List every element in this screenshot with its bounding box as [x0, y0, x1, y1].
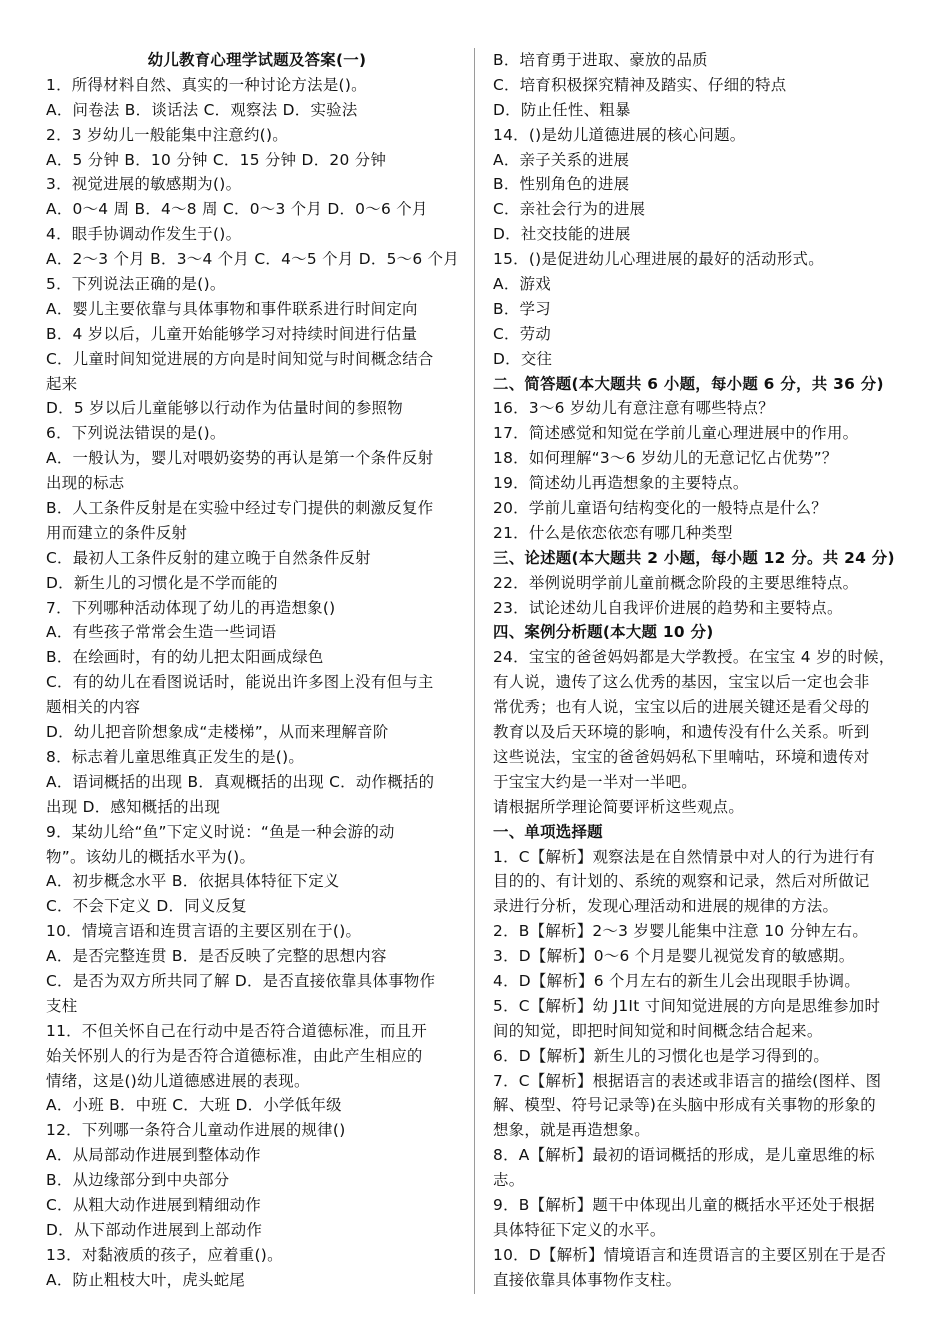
text-line: D．新生儿的习惯化是不学而能的 — [46, 573, 278, 592]
text-line: 10．D【解析】情境语言和连贯语言的主要区别在于是否 — [493, 1245, 887, 1264]
text-line: C．培育积极探究精神及踏实、仔细的特点 — [493, 75, 787, 94]
text-line: 23．试论述幼儿自我评价进展的趋势和主要特点。 — [493, 598, 843, 617]
text-line: B．培育勇于进取、豪放的品质 — [493, 51, 708, 69]
section-heading: 四、案例分析题(本大题 10 分) — [493, 623, 714, 642]
text-line: 7．C【解析】根据语言的表述或非语言的描绘(图样、图 — [493, 1071, 882, 1090]
text-line: 17．简述感觉和知觉在学前儿童心理进展中的作用。 — [493, 424, 859, 443]
text-line: D．社交技能的进展 — [493, 225, 631, 244]
text-line: 19．简述幼儿再造想象的主要特点。 — [493, 474, 749, 493]
text-line: B．性别角色的进展 — [493, 175, 630, 194]
text-line: C．儿童时间知觉进展的方向是时间知觉与时间概念结合 — [46, 349, 434, 368]
text-line: 起来 — [46, 374, 78, 393]
text-line: C．有的幼儿在看图说话时，能说出许多图上没有但与主 — [46, 673, 434, 692]
text-line: 15．()是促进幼儿心理进展的最好的活动形式。 — [493, 250, 824, 269]
section-heading: 一、单项选择题 — [493, 822, 603, 841]
text-line: A．从局部动作进展到整体动作 — [46, 1146, 261, 1165]
text-line: A．有些孩子常常会生造一些词语 — [46, 623, 277, 642]
text-line: 8．标志着儿童思维真正发生的是()。 — [46, 747, 305, 766]
text-line: A．0～4 周 B．4～8 周 C．0～3 个月 D．0～6 个月 — [46, 200, 428, 219]
text-line: 16．3～6 岁幼儿有意注意有哪些特点？ — [493, 399, 774, 418]
text-line: 10．情境言语和连贯言语的主要区别在于()。 — [46, 922, 362, 941]
text-line: 情绪，这是()幼儿道德感进展的表现。 — [46, 1071, 310, 1090]
text-line: 支柱 — [46, 996, 78, 1015]
text-line: 14．()是幼儿道德进展的核心问题。 — [493, 125, 746, 144]
text-line: 1．所得材料自然、真实的一种讨论方法是()。 — [46, 75, 367, 94]
text-line: 于宝宝大约是一半对一半吧。 — [493, 772, 697, 791]
text-line: 4．D【解析】6 个月左右的新生儿会出现眼手协调。 — [493, 971, 861, 990]
text-line: 这些说法，宝宝的爸爸妈妈私下里喃咕，环境和遗传对 — [493, 747, 870, 766]
text-line: 24．宝宝的爸爸妈妈都是大学教授。在宝宝 4 岁的时候， — [493, 648, 895, 667]
text-line: B．人工条件反射是在实验中经过专门提供的刺激反复作 — [46, 499, 434, 518]
text-line: 2．B【解析】2～3 岁婴儿能集中注意 10 分钟左右。 — [493, 922, 869, 941]
text-line: 3．视觉进展的敏感期为()。 — [46, 175, 242, 194]
text-line: 22．举例说明学前儿童前概念阶段的主要思维特点。 — [493, 573, 859, 592]
text-line: 18．如何理解“3～6 岁幼儿的无意记忆占优势”？ — [493, 449, 838, 468]
text-line: 7．下列哪种活动体现了幼儿的再造想象() — [46, 598, 336, 617]
text-line: A．语词概括的出现 B．真观概括的出现 C．动作概括的 — [46, 772, 435, 791]
text-line: A．2～3 个月 B．3～4 个月 C．4～5 个月 D．5～6 个月 — [46, 250, 460, 269]
left-column — [46, 48, 460, 1293]
text-line: 常优秀；也有人说，宝宝以后的进展关键还是看父母的 — [493, 698, 870, 717]
text-line: 5．下列说法正确的是()。 — [46, 275, 226, 294]
text-line: A．亲子关系的进展 — [493, 150, 630, 169]
text-line: A．防止粗枝大叶，虎头蛇尾 — [46, 1270, 246, 1289]
section-heading: 二、简答题(本大题共 6 小题，每小题 6 分，共 36 分) — [493, 374, 884, 393]
text-line: 11．不但关怀自己在行动中是否符合道德标准，而且开 — [46, 1021, 428, 1040]
document-title: 幼儿教育心理学试题及答案(一) — [147, 51, 367, 69]
text-line: A．婴儿主要依靠与具体事物和事件联系进行时间定向 — [46, 299, 418, 318]
text-line: 13．对黏液质的孩子，应着重()。 — [46, 1245, 283, 1264]
text-line: A．初步概念水平 B．依据具体特征下定义 — [46, 872, 340, 891]
text-line: 目的的、有计划的、系统的观察和记录，然后对所做记 — [493, 872, 870, 891]
text-line: 物”。该幼儿的概括水平为()。 — [46, 847, 256, 866]
column-divider — [474, 48, 475, 1294]
text-line: 1．C【解析】观察法是在自然情景中对人的行为进行有 — [493, 847, 876, 866]
text-line: 录进行分析，发现心理活动和进展的规律的方法。 — [493, 897, 839, 916]
text-line: 始关怀别人的行为是否符合道德标准，由此产生相应的 — [46, 1046, 423, 1065]
text-line: B．4 岁以后，儿童开始能够学习对持续时间进行估量 — [46, 324, 418, 343]
text-line: A．是否完整连贯 B．是否反映了完整的思想内容 — [46, 947, 387, 966]
text-line: A．5 分钟 B．10 分钟 C．15 分钟 D．20 分钟 — [46, 150, 387, 169]
text-line: 6．下列说法错误的是()。 — [46, 424, 226, 443]
section-heading: 三、论述题(本大题共 2 小题，每小题 12 分。共 24 分) — [493, 548, 895, 567]
text-line: 出现的标志 — [46, 474, 125, 493]
text-line: 直接依靠具体事物作支柱。 — [493, 1270, 682, 1289]
text-line: 题相关的内容 — [46, 698, 141, 717]
text-line: 志。 — [493, 1171, 525, 1190]
text-line: 9．B【解析】题干中体现出儿童的概括水平还处于根据 — [493, 1195, 875, 1214]
right-column — [493, 48, 907, 1293]
text-line: 20．学前儿童语句结构变化的一般特点是什么？ — [493, 499, 827, 518]
text-line: 5．C【解析】幼 J1It 寸间知觉进展的方向是思维参加时 — [493, 996, 881, 1015]
text-line: 3．D【解析】0～6 个月是婴儿视觉发育的敏感期。 — [493, 947, 855, 966]
text-line: A．小班 B．中班 C．大班 D．小学低年级 — [46, 1096, 342, 1115]
text-line: A．问卷法 B．谈话法 C．观察法 D．实验法 — [46, 100, 358, 119]
text-line: 21．什么是依恋依恋有哪几种类型 — [493, 523, 733, 542]
text-line: C．劳动 — [493, 324, 552, 343]
text-line: 用而建立的条件反射 — [46, 523, 188, 542]
text-line: D．5 岁以后儿童能够以行动作为估量时间的参照物 — [46, 399, 403, 418]
text-line: B．在绘画时，有的幼儿把太阳画成绿色 — [46, 648, 324, 667]
text-line: C．最初人工条件反射的建立晚于自然条件反射 — [46, 548, 371, 567]
text-line: 具体特征下定义的水平。 — [493, 1220, 666, 1239]
text-line: D．从下部动作进展到上部动作 — [46, 1220, 263, 1239]
text-line: C．是否为双方所共同了解 D．是否直接依靠具体事物作 — [46, 971, 436, 990]
text-line: C．不会下定义 D．同义反复 — [46, 897, 247, 916]
text-line: 有人说，遗传了这么优秀的基因，宝宝以后一定也会非 — [493, 673, 870, 692]
text-line: 解、模型、符号记录等)在头脑中形成有关事物的形象的 — [493, 1096, 876, 1115]
text-line: 9．某幼儿给“鱼”下定义时说：“鱼是一种会游的动 — [46, 822, 395, 841]
text-line: 教育以及后天环境的影响，和遗传没有什么关系。听到 — [493, 723, 870, 742]
text-line: 12．下列哪一条符合儿童动作进展的规律() — [46, 1121, 346, 1140]
text-line: 出现 D．感知概括的出现 — [46, 797, 221, 816]
text-line: A．游戏 — [493, 275, 551, 294]
text-line: D．幼儿把音阶想象成“走楼梯”，从而来理解音阶 — [46, 723, 389, 742]
text-line: C．从粗大动作进展到精细动作 — [46, 1195, 262, 1214]
text-line: C．亲社会行为的进展 — [493, 200, 646, 219]
text-line: 8．A【解析】最初的语词概括的形成，是儿童思维的标 — [493, 1146, 875, 1165]
text-line: 4．眼手协调动作发生于()。 — [46, 225, 242, 244]
text-line: 请根据所学理论简要评析这些观点。 — [493, 797, 745, 816]
text-line: 想象，就是再造想象。 — [493, 1121, 650, 1140]
text-line: B．学习 — [493, 299, 551, 318]
text-line: A．一般认为，婴儿对喂奶姿势的再认是第一个条件反射 — [46, 449, 434, 468]
text-line: D．防止任性、粗暴 — [493, 100, 631, 119]
text-line: 2．3 岁幼儿一般能集中注意约()。 — [46, 125, 288, 144]
text-line: B．从边缘部分到中央部分 — [46, 1171, 230, 1190]
text-line: 间的知觉，即把时间知觉和时间概念结合起来。 — [493, 1021, 823, 1040]
text-line: D．交往 — [493, 349, 553, 368]
text-line: 6．D【解析】新生儿的习惯化也是学习得到的。 — [493, 1046, 830, 1065]
